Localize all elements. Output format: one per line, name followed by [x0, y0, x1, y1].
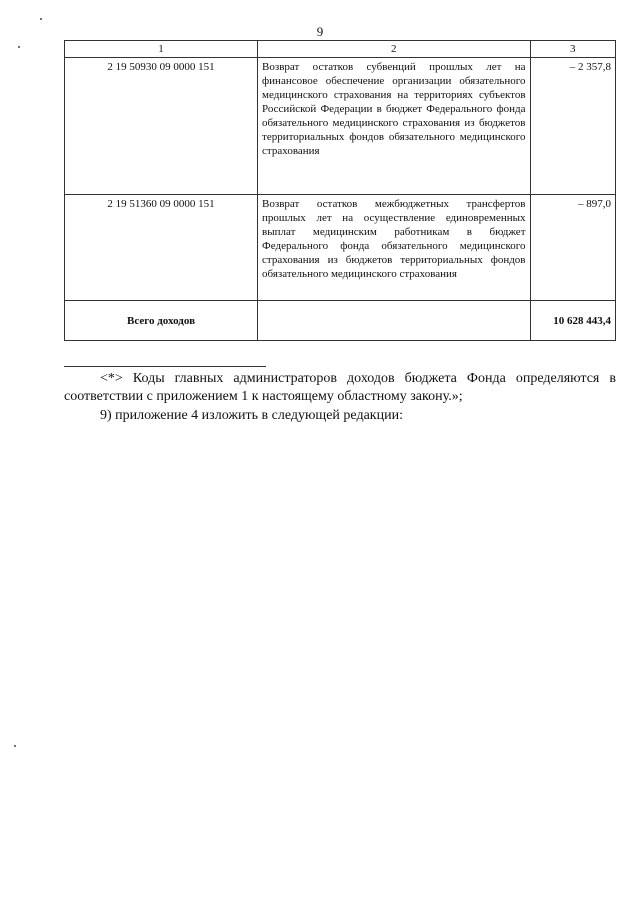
header-col-1: 1	[65, 41, 258, 58]
header-col-3: 3	[530, 41, 615, 58]
table-row	[65, 195, 616, 301]
instruction-text: 9) приложение 4 изложить в следующей редакции:	[100, 408, 403, 423]
footnote-text: <*> Коды главных администраторов доходов бюджета Фонда определяются в соответствии с приложением 1 к настоящему областному закону.»;	[64, 371, 616, 404]
table-row	[65, 58, 616, 195]
row-code: 2 19 50930 09 0000 151	[65, 58, 258, 195]
scan-speck	[14, 745, 16, 747]
row-code: 2 19 51360 09 0000 151	[65, 195, 258, 301]
row-amount: – 897,0	[530, 195, 615, 301]
total-description	[258, 301, 530, 341]
total-label: Всего доходов	[65, 301, 258, 341]
table-header-row	[65, 41, 616, 58]
total-row	[65, 301, 616, 341]
row-description: Возврат остатков межбюджетных трансфертов прошлых лет на осуществление единовременных выплат медицинским работникам в бюджет Федерального фонда обязательного медицинского страхования из бюджетов территориальных фондов обязательного медицинского страхования	[258, 195, 530, 301]
total-amount: 10 628 443,4	[530, 301, 615, 341]
page-number: 9	[316, 24, 324, 39]
footnote-divider	[64, 366, 266, 367]
header-col-2: 2	[258, 41, 530, 58]
scan-speck	[40, 18, 42, 20]
scan-speck	[18, 46, 20, 48]
revenue-table	[64, 40, 616, 341]
row-description: Возврат остатков субвенций прошлых лет на финансовое обеспечение организации обязательного медицинского страхования на территориях субъектов Российской Федерации в бюджет Федерального фонда обязательного медицинского страхования из бюджетов территориальных фондов обязательного медицинского страхования	[258, 58, 530, 195]
row-amount: – 2 357,8	[530, 58, 615, 195]
